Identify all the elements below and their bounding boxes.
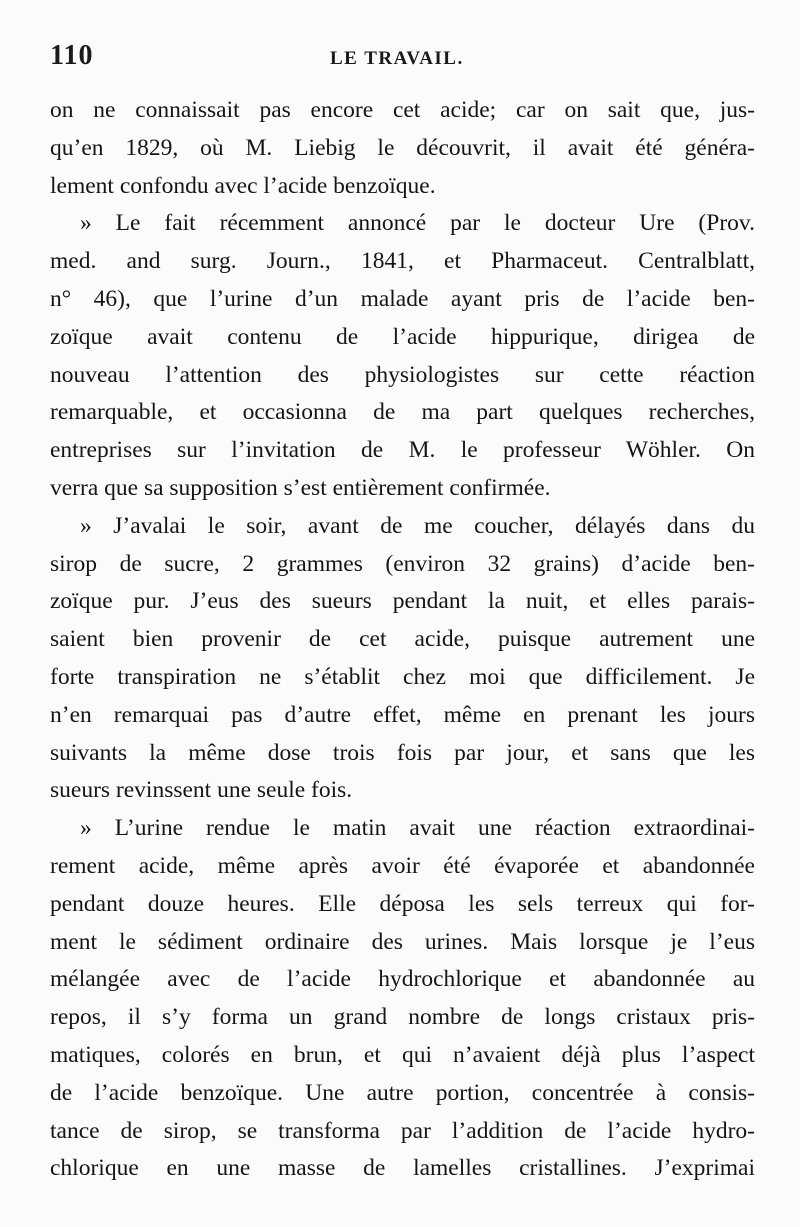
- text-line: zoïque avait contenu de l’acide hippurique, dirigea de: [50, 323, 755, 350]
- text-line: » L’urine rendue le matin avait une réaction extraordinai-: [80, 815, 755, 842]
- text-line: chlorique en une masse de lamelles cristallines. J’exprimai: [50, 1155, 755, 1182]
- text-line: n’en remarquai pas d’autre effet, même en prenant les jours: [50, 701, 755, 728]
- text-line: sirop de sucre, 2 grammes (environ 32 grains) d’acide ben-: [50, 550, 755, 577]
- text-line: forte transpiration ne s’établit chez moi que difficilement. Je: [50, 663, 755, 690]
- text-line: saient bien provenir de cet acide, puisque autrement une: [50, 626, 755, 653]
- text-line: repos, il s’y forma un grand nombre de longs cristaux pris-: [50, 1004, 755, 1031]
- text-line: qu’en 1829, où M. Liebig le découvrit, il avait été généra-: [50, 134, 755, 161]
- text-line: zoïque pur. J’eus des sueurs pendant la nuit, et elles parais-: [50, 588, 755, 615]
- text-line: on ne connaissait pas encore cet acide; car on sait que, jus-: [50, 97, 755, 123]
- text-line: de l’acide benzoïque. Une autre portion, concentrée à consis-: [50, 1079, 755, 1106]
- text-line: » Le fait récemment annoncé par le docteur Ure (Prov.: [80, 210, 755, 237]
- text-line: » J’avalai le soir, avant de me coucher, délayés dans du: [80, 512, 755, 539]
- page-header: [50, 40, 750, 80]
- text-line: n° 46), que l’urine d’un malade ayant pris de l’acide ben-: [50, 285, 755, 312]
- text-line: suivants la même dose trois fois par jour, et sans que les: [50, 739, 755, 766]
- text-line: sueurs revinssent une seule fois.: [50, 777, 353, 804]
- text-line: nouveau l’attention des physiologistes sur cette réaction: [50, 361, 755, 388]
- body-text: [50, 92, 755, 1188]
- text-line: pendant douze heures. Elle déposa les sels terreux qui for-: [50, 890, 755, 917]
- text-line: med. and surg. Journ., 1841, et Pharmaceut. Centralblatt,: [50, 248, 755, 275]
- running-title: LE TRAVAIL.: [330, 48, 464, 69]
- text-line: mélangée avec de l’acide hydrochlorique et abandonnée au: [50, 966, 755, 993]
- text-line: ment le sédiment ordinaire des urines. Mais lorsque je l’eus: [50, 928, 755, 955]
- text-line: entreprises sur l’invitation de M. le professeur Wöhler. On: [50, 437, 755, 464]
- text-line: verra que sa supposition s’est entièrement confirmée.: [50, 474, 551, 501]
- text-line: remarquable, et occasionna de ma part quelques recherches,: [50, 399, 755, 426]
- text-line: rement acide, même après avoir été évaporée et abandonnée: [50, 852, 755, 879]
- text-line: lement confondu avec l’acide benzoïque.: [50, 172, 436, 199]
- page-number: 110: [50, 40, 94, 71]
- text-line: tance de sirop, se transforma par l’addition de l’acide hydro-: [50, 1117, 755, 1144]
- text-line: matiques, colorés en brun, et qui n’avaient déjà plus l’aspect: [50, 1041, 755, 1068]
